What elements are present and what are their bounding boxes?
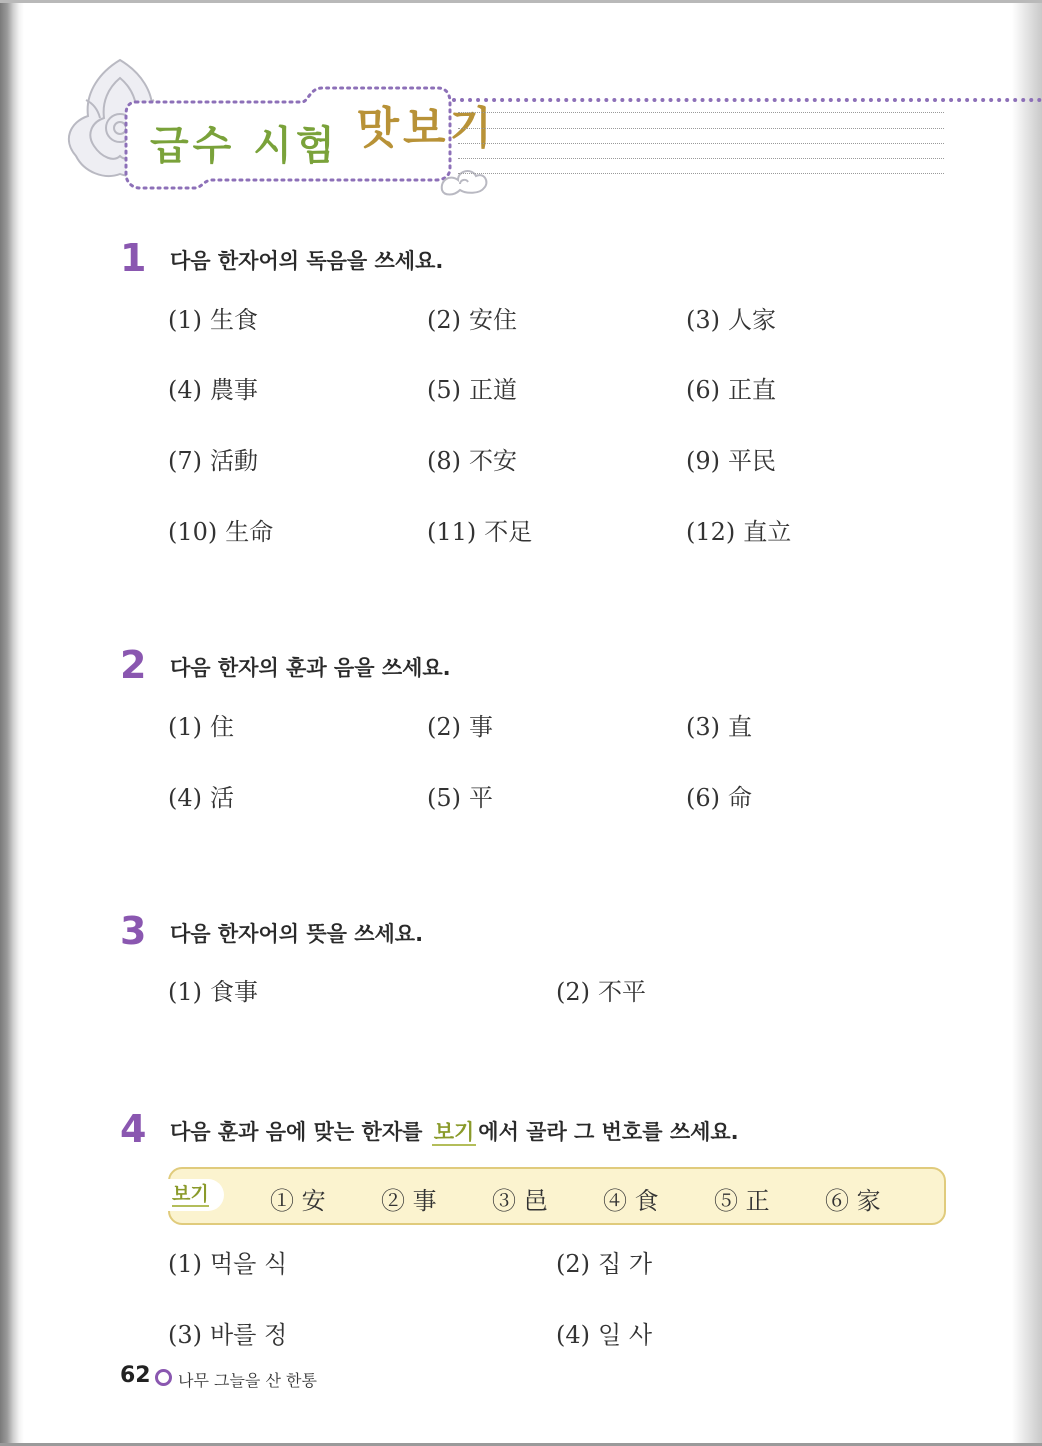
list-item: (3) 直: [686, 713, 752, 741]
page-top-edge: [0, 0, 1042, 3]
title-grade-test: 급수 시험: [150, 123, 339, 169]
page-right-edge: [1012, 0, 1042, 1446]
bogi-option: ⑤ 正: [714, 1187, 770, 1215]
list-item: (1) 먹을 식: [168, 1250, 288, 1278]
list-item: (12) 直立: [686, 518, 792, 546]
list-item: (6) 命: [686, 784, 752, 812]
question-number: 2: [120, 643, 147, 687]
header-rule: [458, 158, 944, 159]
question-instruction: 다음 훈과 음에 맞는 한자를 보기 에서 골라 그 번호를 쓰세요.: [170, 1120, 739, 1144]
question-number: 4: [120, 1107, 147, 1151]
book-title: 나무 그늘을 산 한통: [178, 1371, 317, 1390]
title-sample: 맛보기: [356, 103, 496, 154]
list-item: (7) 活動: [168, 447, 258, 475]
list-item: (1) 食事: [168, 978, 258, 1006]
list-item: (2) 집 가: [556, 1250, 652, 1278]
page-number: 62: [120, 1363, 151, 1388]
bogi-label: 보기: [172, 1183, 209, 1205]
list-item: (1) 生食: [168, 306, 258, 334]
question-number: 3: [120, 909, 147, 953]
header-dotted-line: [452, 98, 1042, 102]
list-item: (5) 平: [427, 784, 493, 812]
question-instruction: 다음 한자어의 뜻을 쓰세요.: [170, 922, 424, 946]
list-item: (2) 安住: [427, 306, 517, 334]
bogi-reference: 보기: [433, 1120, 475, 1144]
bogi-option: ② 事: [381, 1187, 437, 1215]
list-item: (6) 正直: [686, 376, 776, 404]
list-item: (1) 住: [168, 713, 234, 741]
list-item: (2) 不平: [556, 978, 646, 1006]
page-title: [150, 103, 496, 172]
list-item: (10) 生命: [168, 518, 274, 546]
list-item: (4) 農事: [168, 376, 258, 404]
bogi-option: ① 安: [270, 1187, 326, 1215]
header-rule: [458, 143, 944, 144]
page-gutter-shadow: [0, 0, 24, 1446]
bogi-option: ⑥ 家: [825, 1187, 881, 1215]
question-number: 1: [120, 236, 147, 280]
list-item: (2) 事: [427, 713, 493, 741]
list-item: (9) 平民: [686, 447, 776, 475]
bogi-option: ③ 邑: [492, 1187, 548, 1215]
header-rule: [458, 128, 944, 129]
question-instruction: 다음 한자의 훈과 음을 쓰세요.: [170, 656, 451, 680]
list-item: (5) 正道: [427, 376, 517, 404]
header-rule: [458, 173, 944, 174]
list-item: (3) 人家: [686, 306, 776, 334]
list-item: (11) 不足: [427, 518, 533, 546]
header-rule: [458, 112, 944, 113]
list-item: (3) 바를 정: [168, 1321, 288, 1349]
bogi-option: ④ 食: [603, 1187, 659, 1215]
list-item: (4) 일 사: [556, 1321, 652, 1349]
ring-bullet-icon: [155, 1369, 172, 1386]
list-item: (4) 活: [168, 784, 234, 812]
list-item: (8) 不安: [427, 447, 517, 475]
question-instruction: 다음 한자어의 독음을 쓰세요.: [170, 249, 444, 273]
